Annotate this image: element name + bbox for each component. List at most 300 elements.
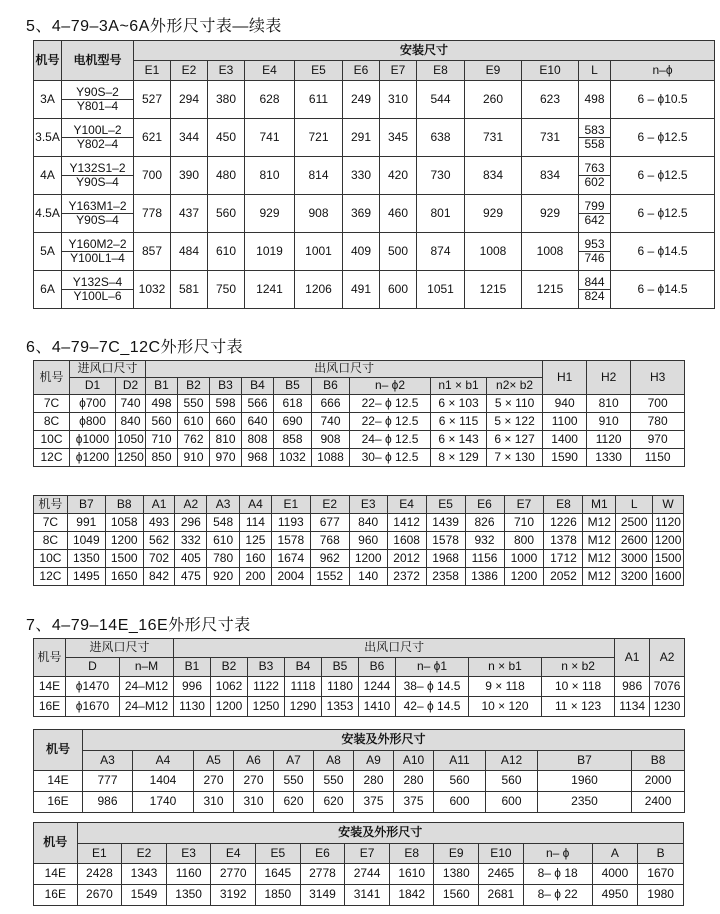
data-cell: 1495 bbox=[67, 568, 105, 586]
data-cell: 1439 bbox=[426, 514, 465, 532]
column-header: E6 bbox=[343, 61, 380, 81]
data-cell: 24–M12 bbox=[120, 697, 174, 717]
data-cell: 1290 bbox=[285, 697, 322, 717]
machine-no-cell: 16E bbox=[34, 697, 66, 717]
column-header: E7 bbox=[380, 61, 417, 81]
data-cell: 6 × 127 bbox=[487, 431, 543, 449]
data-cell: 690 bbox=[274, 413, 312, 431]
l-cell bbox=[579, 271, 611, 309]
column-header: E1 bbox=[271, 496, 310, 514]
data-cell: ϕ1200 bbox=[70, 449, 116, 467]
data-cell: 1130 bbox=[174, 697, 211, 717]
data-cell: 1610 bbox=[389, 864, 434, 885]
data-cell: 270 bbox=[234, 771, 274, 792]
column-header: A2 bbox=[175, 496, 207, 514]
data-cell: 484 bbox=[171, 233, 208, 271]
machine-no-cell: 16E bbox=[34, 792, 83, 813]
data-cell: 1200 bbox=[504, 568, 544, 586]
data-cell: 437 bbox=[171, 195, 208, 233]
data-cell: 405 bbox=[175, 550, 207, 568]
data-cell: 840 bbox=[349, 514, 387, 532]
data-cell: 420 bbox=[380, 157, 417, 195]
column-header: E2 bbox=[310, 496, 349, 514]
data-cell: 1250 bbox=[116, 449, 146, 467]
data-cell: 814 bbox=[295, 157, 343, 195]
data-cell: 1578 bbox=[426, 532, 465, 550]
machine-no-cell: 3.5A bbox=[34, 119, 62, 157]
l-value: 763 bbox=[584, 160, 605, 175]
column-header: A3 bbox=[83, 751, 133, 771]
column-header: A1 bbox=[143, 496, 175, 514]
data-cell: 666 bbox=[312, 395, 350, 413]
hole-spec-cell: 6 – ϕ14.5 bbox=[611, 233, 715, 271]
data-cell: 1330 bbox=[587, 449, 631, 467]
data-cell: 1000 bbox=[504, 550, 544, 568]
l-cell bbox=[579, 195, 611, 233]
l-value: 844 bbox=[584, 274, 605, 289]
data-cell: 1200 bbox=[349, 550, 387, 568]
data-cell: 8– ϕ 22 bbox=[523, 885, 592, 906]
table-row bbox=[34, 81, 715, 119]
header-outlet-dims: 出风口尺寸 bbox=[174, 639, 615, 658]
data-cell: 623 bbox=[522, 81, 579, 119]
hole-spec-cell: 6 – ϕ14.5 bbox=[611, 271, 715, 309]
data-cell: 460 bbox=[380, 195, 417, 233]
column-header: E3 bbox=[166, 844, 211, 864]
data-cell: 1206 bbox=[295, 271, 343, 309]
machine-no-cell: 8C bbox=[34, 532, 68, 550]
data-cell: 2000 bbox=[632, 771, 685, 792]
table-3a-6a bbox=[33, 40, 715, 309]
column-header: B bbox=[638, 844, 684, 864]
data-cell: 1008 bbox=[522, 233, 579, 271]
data-cell: 1670 bbox=[638, 864, 684, 885]
data-cell: 1608 bbox=[387, 532, 426, 550]
data-cell: 1134 bbox=[615, 697, 650, 717]
column-header: E5 bbox=[295, 61, 343, 81]
l-value: 824 bbox=[579, 289, 610, 303]
data-cell: 1552 bbox=[310, 568, 349, 586]
data-cell: 1842 bbox=[389, 885, 434, 906]
data-cell: 475 bbox=[175, 568, 207, 586]
table-row bbox=[34, 195, 715, 233]
column-header: E4 bbox=[387, 496, 426, 514]
data-cell: 310 bbox=[194, 792, 234, 813]
column-header: B4 bbox=[285, 658, 322, 677]
column-header: L bbox=[579, 61, 611, 81]
data-cell: 493 bbox=[143, 514, 175, 532]
data-cell: 970 bbox=[631, 431, 685, 449]
data-cell: 710 bbox=[504, 514, 544, 532]
data-cell: 527 bbox=[134, 81, 171, 119]
header-machine-no: 机号 bbox=[34, 41, 62, 81]
table-row bbox=[34, 532, 684, 550]
data-cell: 1193 bbox=[271, 514, 310, 532]
data-cell: 740 bbox=[116, 395, 146, 413]
data-cell: 777 bbox=[83, 771, 133, 792]
data-cell: 730 bbox=[417, 157, 465, 195]
data-cell: 1120 bbox=[587, 431, 631, 449]
data-cell: 857 bbox=[134, 233, 171, 271]
data-cell: 700 bbox=[631, 395, 685, 413]
data-cell: 548 bbox=[207, 514, 240, 532]
table-row bbox=[34, 271, 715, 309]
data-cell: 810 bbox=[210, 431, 242, 449]
column-header: E8 bbox=[417, 61, 465, 81]
table-row bbox=[34, 431, 685, 449]
machine-no-cell: 4.5A bbox=[34, 195, 62, 233]
data-cell: 910 bbox=[587, 413, 631, 431]
data-cell: 1968 bbox=[426, 550, 465, 568]
table-14e-16e-b bbox=[33, 729, 685, 813]
data-cell: 610 bbox=[207, 532, 240, 550]
column-header: B6 bbox=[312, 378, 350, 395]
data-cell: 962 bbox=[310, 550, 349, 568]
data-cell: 310 bbox=[380, 81, 417, 119]
data-cell: 1645 bbox=[256, 864, 301, 885]
l-value: 558 bbox=[579, 137, 610, 151]
data-cell: 550 bbox=[178, 395, 210, 413]
data-cell: 731 bbox=[522, 119, 579, 157]
data-cell: 550 bbox=[274, 771, 314, 792]
column-header: A9 bbox=[354, 751, 394, 771]
table-row bbox=[34, 514, 684, 532]
data-cell: 1122 bbox=[248, 677, 285, 697]
machine-no-cell: 12C bbox=[34, 449, 70, 467]
data-cell: 991 bbox=[67, 514, 105, 532]
motor-model: Y802–4 bbox=[62, 137, 133, 151]
table-row bbox=[34, 697, 685, 717]
data-cell: 598 bbox=[210, 395, 242, 413]
data-cell: 1120 bbox=[653, 514, 684, 532]
column-header: E9 bbox=[465, 61, 522, 81]
data-cell: 620 bbox=[314, 792, 354, 813]
l-value: 953 bbox=[584, 236, 605, 251]
data-cell: 628 bbox=[245, 81, 295, 119]
data-cell: 1410 bbox=[359, 697, 396, 717]
data-cell: 620 bbox=[274, 792, 314, 813]
column-header: B8 bbox=[105, 496, 143, 514]
section-title-1: 5、4–79–3A~6A外形尺寸表—续表 bbox=[26, 18, 282, 35]
column-header: A10 bbox=[394, 751, 434, 771]
data-cell: 1380 bbox=[434, 864, 479, 885]
column-header: A5 bbox=[194, 751, 234, 771]
data-cell: 30– ϕ 12.5 bbox=[350, 449, 431, 467]
data-cell: 2012 bbox=[387, 550, 426, 568]
column-header: B5 bbox=[274, 378, 312, 395]
column-header: n × b2 bbox=[542, 658, 615, 677]
data-cell: 768 bbox=[310, 532, 349, 550]
data-cell: 2500 bbox=[616, 514, 653, 532]
column-header: A11 bbox=[434, 751, 486, 771]
table-row bbox=[34, 233, 715, 271]
machine-no-cell: 5A bbox=[34, 233, 62, 271]
data-cell: 3192 bbox=[211, 885, 256, 906]
data-cell: 6 × 143 bbox=[431, 431, 487, 449]
data-cell: 1980 bbox=[638, 885, 684, 906]
header-motor-model: 电机型号 bbox=[62, 41, 134, 81]
data-cell: 1230 bbox=[650, 697, 685, 717]
data-cell: 908 bbox=[312, 431, 350, 449]
data-cell: M12 bbox=[583, 568, 616, 586]
motor-model: Y90S–2 bbox=[76, 84, 119, 99]
header-a1: A1 bbox=[615, 639, 650, 677]
l-value: 583 bbox=[584, 122, 605, 137]
data-cell: 2770 bbox=[211, 864, 256, 885]
column-header: D1 bbox=[70, 378, 116, 395]
data-cell: 1590 bbox=[543, 449, 587, 467]
machine-no-cell: 10C bbox=[34, 550, 68, 568]
column-header: A4 bbox=[240, 496, 272, 514]
data-cell: 1850 bbox=[256, 885, 301, 906]
column-header: n–M bbox=[120, 658, 174, 677]
column-header: L bbox=[616, 496, 653, 514]
column-header: E8 bbox=[389, 844, 434, 864]
data-cell: 1200 bbox=[211, 697, 248, 717]
header-outlet-dims: 出风口尺寸 bbox=[146, 361, 543, 378]
section-title-2: 6、4–79–7C_12C外形尺寸表 bbox=[26, 339, 244, 356]
data-cell: 1343 bbox=[122, 864, 167, 885]
column-header: n– ϕ1 bbox=[396, 658, 469, 677]
motor-model: Y132S1–2 bbox=[69, 160, 126, 175]
data-cell: 826 bbox=[465, 514, 504, 532]
data-cell: 8 × 129 bbox=[431, 449, 487, 467]
column-header: A8 bbox=[314, 751, 354, 771]
data-cell: 4000 bbox=[592, 864, 638, 885]
data-cell: 721 bbox=[295, 119, 343, 157]
data-cell: 1740 bbox=[133, 792, 194, 813]
column-header: B5 bbox=[322, 658, 359, 677]
data-cell: 2778 bbox=[300, 864, 345, 885]
data-cell: 369 bbox=[343, 195, 380, 233]
data-cell: 330 bbox=[343, 157, 380, 195]
data-cell: 874 bbox=[417, 233, 465, 271]
data-cell: 740 bbox=[312, 413, 350, 431]
header-h3: H3 bbox=[631, 361, 685, 395]
data-cell: 10 × 118 bbox=[542, 677, 615, 697]
data-cell: 940 bbox=[543, 395, 587, 413]
data-cell: 932 bbox=[465, 532, 504, 550]
machine-no-cell: 7C bbox=[34, 395, 70, 413]
data-cell: 600 bbox=[380, 271, 417, 309]
data-cell: 480 bbox=[208, 157, 245, 195]
data-cell: 1001 bbox=[295, 233, 343, 271]
column-header: E9 bbox=[434, 844, 479, 864]
data-cell: 332 bbox=[175, 532, 207, 550]
l-cell: 498 bbox=[579, 81, 611, 119]
data-cell: 2400 bbox=[632, 792, 685, 813]
table-row bbox=[34, 568, 684, 586]
column-header: E7 bbox=[504, 496, 544, 514]
data-cell: 8– ϕ 18 bbox=[523, 864, 592, 885]
table-row bbox=[34, 885, 684, 906]
data-cell: 638 bbox=[417, 119, 465, 157]
header-h1: H1 bbox=[543, 361, 587, 395]
column-header: D bbox=[66, 658, 120, 677]
hole-spec-cell: 6 – ϕ10.5 bbox=[611, 81, 715, 119]
motor-model: Y100L–6 bbox=[62, 289, 133, 303]
column-header: n × b1 bbox=[469, 658, 542, 677]
motor-model-cell bbox=[62, 195, 134, 233]
data-cell: 270 bbox=[194, 771, 234, 792]
data-cell: 2681 bbox=[479, 885, 524, 906]
hole-spec-cell: 6 – ϕ12.5 bbox=[611, 119, 715, 157]
data-cell: 294 bbox=[171, 81, 208, 119]
column-header: B6 bbox=[359, 658, 396, 677]
data-cell: 801 bbox=[417, 195, 465, 233]
data-cell: 7076 bbox=[650, 677, 685, 697]
data-cell: 344 bbox=[171, 119, 208, 157]
data-cell: 640 bbox=[242, 413, 274, 431]
table-row bbox=[34, 413, 685, 431]
data-cell: 2350 bbox=[538, 792, 632, 813]
column-header: A6 bbox=[234, 751, 274, 771]
data-cell: 1215 bbox=[522, 271, 579, 309]
data-cell: 3200 bbox=[616, 568, 653, 586]
data-cell: 834 bbox=[522, 157, 579, 195]
data-cell: ϕ1000 bbox=[70, 431, 116, 449]
data-cell: 566 bbox=[242, 395, 274, 413]
data-cell: 1960 bbox=[538, 771, 632, 792]
data-cell: 1353 bbox=[322, 697, 359, 717]
data-cell: 2428 bbox=[77, 864, 122, 885]
column-header: B7 bbox=[538, 751, 632, 771]
data-cell: 780 bbox=[207, 550, 240, 568]
data-cell: 498 bbox=[146, 395, 178, 413]
column-header: W bbox=[653, 496, 684, 514]
table-row bbox=[34, 864, 684, 885]
data-cell: 2052 bbox=[544, 568, 583, 586]
data-cell: 1051 bbox=[417, 271, 465, 309]
header-inlet-dims: 进风口尺寸 bbox=[66, 639, 174, 658]
data-cell: 380 bbox=[208, 81, 245, 119]
data-cell: 1100 bbox=[543, 413, 587, 431]
l-cell bbox=[579, 233, 611, 271]
data-cell: 1180 bbox=[322, 677, 359, 697]
data-cell: 38– ϕ 14.5 bbox=[396, 677, 469, 697]
column-header: B2 bbox=[211, 658, 248, 677]
data-cell: M12 bbox=[583, 550, 616, 568]
data-cell: 491 bbox=[343, 271, 380, 309]
column-header: A bbox=[592, 844, 638, 864]
data-cell: 2358 bbox=[426, 568, 465, 586]
data-cell: 834 bbox=[465, 157, 522, 195]
data-cell: 960 bbox=[349, 532, 387, 550]
data-cell: 1226 bbox=[544, 514, 583, 532]
data-cell: 600 bbox=[486, 792, 538, 813]
data-cell: ϕ1670 bbox=[66, 697, 120, 717]
column-header: E1 bbox=[134, 61, 171, 81]
data-cell: 24–M12 bbox=[120, 677, 174, 697]
data-cell: 24– ϕ 12.5 bbox=[350, 431, 431, 449]
data-cell: 1032 bbox=[134, 271, 171, 309]
data-cell: 1350 bbox=[67, 550, 105, 568]
hole-spec-cell: 6 – ϕ12.5 bbox=[611, 195, 715, 233]
column-header: n2× b2 bbox=[487, 378, 543, 395]
column-header: B3 bbox=[210, 378, 242, 395]
data-cell: ϕ800 bbox=[70, 413, 116, 431]
data-cell: 611 bbox=[295, 81, 343, 119]
data-cell: 808 bbox=[242, 431, 274, 449]
data-cell: 700 bbox=[134, 157, 171, 195]
data-cell: 741 bbox=[245, 119, 295, 157]
data-cell: 810 bbox=[245, 157, 295, 195]
data-cell: 345 bbox=[380, 119, 417, 157]
data-cell: 5 × 110 bbox=[487, 395, 543, 413]
column-header: B1 bbox=[146, 378, 178, 395]
data-cell: 1600 bbox=[653, 568, 684, 586]
data-cell: 1200 bbox=[653, 532, 684, 550]
data-cell: 840 bbox=[116, 413, 146, 431]
data-cell: 1118 bbox=[285, 677, 322, 697]
machine-no-cell: 14E bbox=[34, 677, 66, 697]
data-cell: 560 bbox=[146, 413, 178, 431]
data-cell: ϕ1470 bbox=[66, 677, 120, 697]
data-cell: 125 bbox=[240, 532, 272, 550]
data-cell: 929 bbox=[245, 195, 295, 233]
data-cell: 731 bbox=[465, 119, 522, 157]
data-cell: 929 bbox=[465, 195, 522, 233]
column-header: n–ϕ bbox=[611, 61, 715, 81]
data-cell: 970 bbox=[210, 449, 242, 467]
data-cell: 375 bbox=[394, 792, 434, 813]
data-cell: 810 bbox=[587, 395, 631, 413]
column-header: n– ϕ bbox=[523, 844, 592, 864]
header-inlet-dims: 进风口尺寸 bbox=[70, 361, 146, 378]
table-14e-16e-a bbox=[33, 638, 685, 717]
data-cell: 562 bbox=[143, 532, 175, 550]
data-cell: 581 bbox=[171, 271, 208, 309]
data-cell: 750 bbox=[208, 271, 245, 309]
machine-no-cell: 4A bbox=[34, 157, 62, 195]
data-cell: 986 bbox=[83, 792, 133, 813]
data-cell: 140 bbox=[349, 568, 387, 586]
data-cell: 2600 bbox=[616, 532, 653, 550]
data-cell: 114 bbox=[240, 514, 272, 532]
l-value: 642 bbox=[579, 213, 610, 227]
column-header: E5 bbox=[426, 496, 465, 514]
data-cell: 260 bbox=[465, 81, 522, 119]
data-cell: M12 bbox=[583, 514, 616, 532]
data-cell: 762 bbox=[178, 431, 210, 449]
motor-model: Y100L1–4 bbox=[62, 251, 133, 265]
data-cell: 560 bbox=[434, 771, 486, 792]
data-cell: 3141 bbox=[345, 885, 390, 906]
data-cell: 677 bbox=[310, 514, 349, 532]
data-cell: 618 bbox=[274, 395, 312, 413]
data-cell: 390 bbox=[171, 157, 208, 195]
data-cell: 986 bbox=[615, 677, 650, 697]
column-header: E4 bbox=[245, 61, 295, 81]
l-cell bbox=[579, 119, 611, 157]
data-cell: 1058 bbox=[105, 514, 143, 532]
data-cell: 3149 bbox=[300, 885, 345, 906]
motor-model: Y132S–4 bbox=[72, 274, 123, 289]
data-cell: 710 bbox=[146, 431, 178, 449]
data-cell: 610 bbox=[178, 413, 210, 431]
data-cell: 1049 bbox=[67, 532, 105, 550]
data-cell: 2372 bbox=[387, 568, 426, 586]
machine-no-cell: 7C bbox=[34, 514, 68, 532]
data-cell: 22– ϕ 12.5 bbox=[350, 413, 431, 431]
data-cell: 296 bbox=[175, 514, 207, 532]
table-row bbox=[34, 771, 685, 792]
header-machine-no: 机号 bbox=[34, 730, 83, 771]
machine-no-cell: 8C bbox=[34, 413, 70, 431]
column-header: E4 bbox=[211, 844, 256, 864]
column-header: E10 bbox=[479, 844, 524, 864]
data-cell: 409 bbox=[343, 233, 380, 271]
